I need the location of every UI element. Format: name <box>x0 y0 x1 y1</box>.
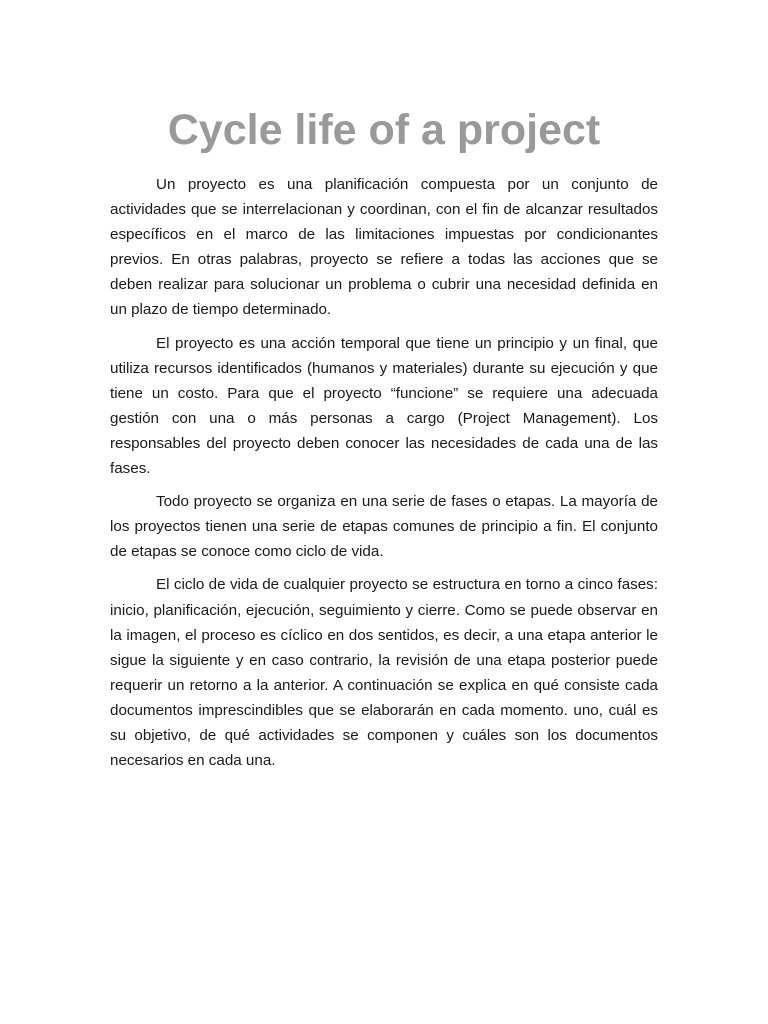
paragraph: Todo proyecto se organiza en una serie de fases o etapas. La mayoría de los proyectos tienen una serie de etapas comunes de principio a fin. El conjunto de etapas se conoce como ciclo de vida. <box>110 493 658 561</box>
page-title: Cycle life of a project <box>167 106 601 154</box>
paragraph: El proyecto es una acción temporal que tiene un principio y un final, que utiliza recursos identificados (humanos y materiales) durante su ejecución y que tiene un costo. Para que el proyecto “funcione” se requiere una adecuada gestión con una o más personas a cargo (Project Management). Los responsables del proyecto deben conocer las necesidades de cada una de las fases. <box>110 334 658 478</box>
document-body <box>110 172 658 781</box>
paragraph: El ciclo de vida de cualquier proyecto se estructura en torno a cinco fases: inicio, planificación, ejecución, seguimiento y cierre. Como se puede observar en la imagen, el proceso es cíclico en dos sentidos, es decir, a una etapa anterior le sigue la siguiente y en caso contrario, la revisión de una etapa posterior puede requerir un retorno a la anterior. A continuación se explica en qué consiste cada documentos imprescindibles que se elaborarán en cada momento. uno, cuál es su objetivo, de qué actividades se componen y cuáles son los documentos necesarios en cada una. <box>110 576 658 770</box>
paragraph: Un proyecto es una planificación compuesta por un conjunto de actividades que se interrelacionan y coordinan, con el fin de alcanzar resultados específicos en el marco de las limitaciones impuestas por condicionantes previos. En otras palabras, proyecto se refiere a todas las acciones que se deben realizar para solucionar un problema o cubrir una necesidad definida en un plazo de tiempo determinado. <box>110 176 658 319</box>
